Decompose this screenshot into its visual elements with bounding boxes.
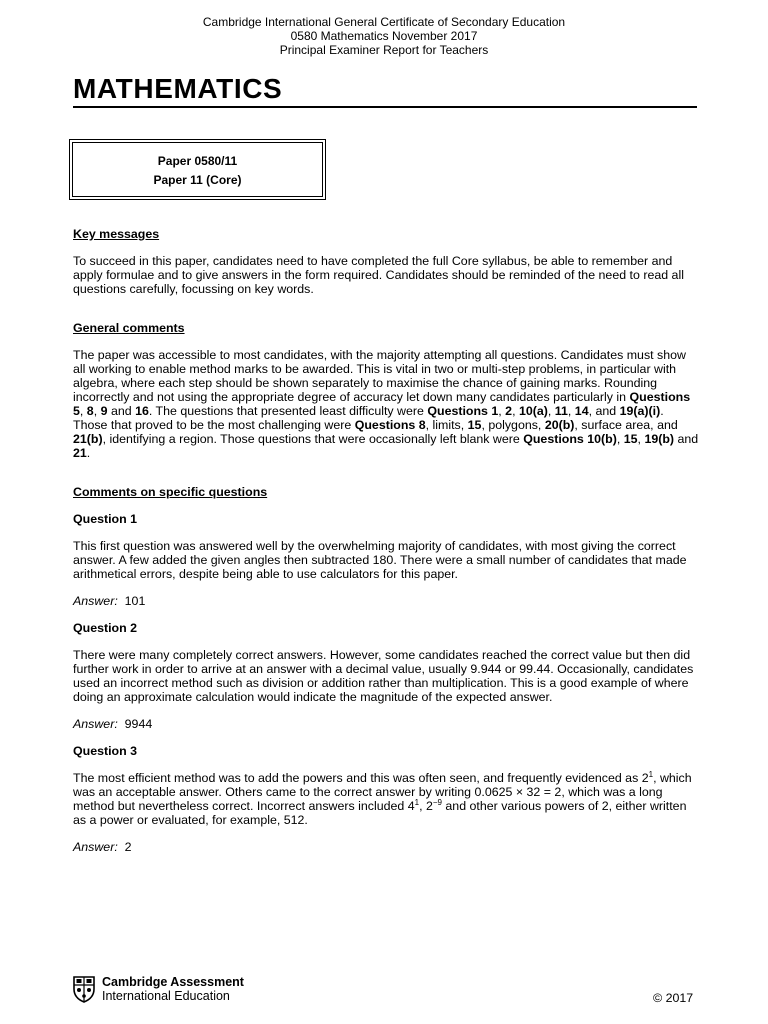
paper-box-inner (72, 142, 323, 197)
question-3-answer: Answer: 2 (73, 840, 132, 854)
title-divider (73, 106, 697, 108)
key-messages-heading: Key messages (73, 227, 160, 241)
report-body (73, 227, 699, 867)
report-header (0, 15, 768, 57)
logo-name: Cambridge Assessment (102, 975, 244, 989)
key-messages-text: To succeed in this paper, candidates need to have completed the full Core syllabus, be able to remember and apply formulae and to give answers in the form required. Candidates should be reminded of the need to read all questions carefully, focussing on key words. (73, 254, 684, 296)
question-1-text: This first question was answered well by the overwhelming majority of candidates, with most giving the correct answer. A few added the given angles then subtracted 180. There were a small number of candidates that made arithmetical errors, despite being able to use calculators for this paper. (73, 539, 687, 581)
copyright: © 2017 (653, 991, 694, 1005)
header-line-1: Cambridge International General Certificate of Secondary Education (202, 15, 566, 29)
cambridge-logo (72, 975, 244, 1003)
crest-icon (72, 975, 96, 1003)
question-3-heading: Question 3 (73, 744, 138, 758)
question-2-answer: Answer: 9944 (73, 717, 153, 731)
question-3-text: The most efficient method was to add the powers and this was often seen, and frequently evidenced as $2^1$, which was an acceptable answer. Others came to the correct answer by writing 0.0625 × 32 = 2, which was a long method but nevertheless correct. Incorrect answers included $4^1$, $2^{-9}$ and other various powers of 2, either written as a power or evaluated, for example, 512. (73, 770, 692, 827)
question-2-text: There were many completely correct answers. However, some candidates reached the correct value but then did further work in order to arrive at an answer with a decimal value, usually 9.944 or 99.44. Occasionally, candidates used an incorrect method such as division or addition rather than multiplication. This is a good example of where doing an approximate calculation would indicate the magnitude of the expected answer. (73, 648, 694, 704)
question-1-heading: Question 1 (73, 512, 138, 526)
header-line-3: Principal Examiner Report for Teachers (279, 43, 489, 57)
question-1-answer: Answer: 101 (73, 594, 146, 608)
header-line-2: 0580 Mathematics November 2017 (290, 29, 478, 43)
general-comments-heading: General comments (73, 321, 185, 335)
logo-subname: International Education (102, 989, 230, 1003)
general-comments-text: The paper was accessible to most candidates, with the majority attempting all questions. Candidates must show all working to enable method marks to be awarded. This is vital in two or multi-step problems, in particular with algebra, where each step should be shown separately to maximise the chance of gaining marks. Rounding incorrectly and not using the appropriate degree of accuracy let down many candidates particularly in Questions 5, 8, 9 and 16. The questions that presented least difficulty were Questions 1, 2, 10(a), 11, 14, and 19(a)(i). Those that proved to be the most challenging were Questions 8, limits, 15, polygons, 20(b), surface area, and 21(b), identifying a region. Those questions that were occasionally left blank were Questions 10(b), 15, 19(b) and 21. (73, 348, 699, 460)
paper-name: Paper 11 (Core) (153, 173, 242, 187)
specific-comments-heading: Comments on specific questions (73, 485, 268, 499)
paper-code: Paper 0580/11 (157, 154, 238, 168)
page-title: MATHEMATICS (73, 73, 283, 104)
paper-box (69, 139, 326, 200)
question-2-heading: Question 2 (73, 621, 138, 635)
